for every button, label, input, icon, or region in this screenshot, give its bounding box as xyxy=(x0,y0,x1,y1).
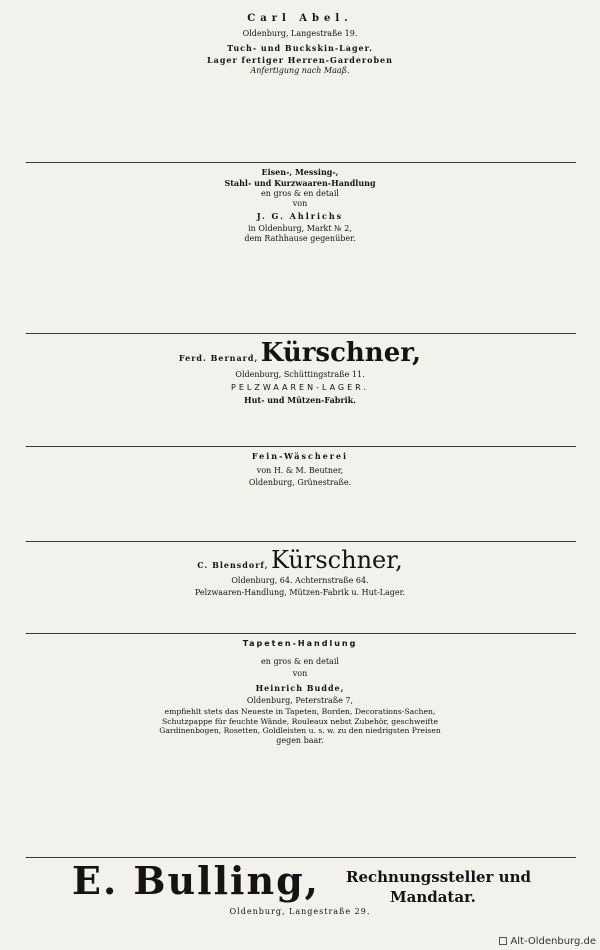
ahlrichs-note: dem Rathhause gegenüber. xyxy=(244,234,356,243)
bernard-sub: Hut- und Mützen-Fabrik. xyxy=(244,395,356,405)
abel-line2: Lager fertiger Herren-Garderoben xyxy=(207,54,393,66)
budde-address: Oldenburg, Peterstraße 7, xyxy=(246,696,354,705)
divider xyxy=(26,633,576,634)
budde-text4: gegen baar. xyxy=(276,736,324,745)
ad-fein-waescherei xyxy=(0,452,600,487)
ad-carl-abel xyxy=(0,14,600,75)
beutner-trade: Fein-Wäscherei xyxy=(251,450,349,462)
abel-trade: Tuch- und Buckskin-Lager. xyxy=(227,43,373,53)
budde-text1: empfiehlt stets das Neueste in Tapeten, Borden, Decorations-Sachen, xyxy=(164,707,436,716)
ad-tapeten-handlung xyxy=(0,640,600,745)
bernard-title: Kürschner, xyxy=(260,338,422,368)
abel-address: Oldenburg, Langestraße 19. xyxy=(242,29,358,38)
divider xyxy=(26,446,576,447)
beutner-address: Oldenburg, Grünestraße. xyxy=(248,478,352,487)
ahlrichs-name: J. G. Ahlrichs xyxy=(256,210,344,222)
divider xyxy=(26,541,576,542)
budde-text3: Gardinenbogen, Rosetten, Goldleisten u. s. w. zu den niedrigsten Preisen xyxy=(159,726,441,736)
ahlrichs-line2: Stahl- und Kurzwaaren-Handlung xyxy=(224,178,376,188)
divider xyxy=(26,162,576,163)
blensdorf-title: Kürschner, xyxy=(271,546,403,574)
watermark-text: Alt-Oldenburg.de xyxy=(510,936,596,947)
ahlrichs-line4: von xyxy=(292,199,308,208)
ad-e-bulling xyxy=(0,858,600,907)
blensdorf-trade: Pelzwaaren-Handlung, Mützen-Fabrik u. Hut-Lager. xyxy=(194,588,406,597)
square-icon xyxy=(499,937,507,945)
ahlrichs-line3: en gros & en detail xyxy=(261,189,339,198)
budde-line3: von xyxy=(292,669,308,678)
ad-ahlrichs xyxy=(0,168,600,243)
ad-ferd-bernard xyxy=(0,340,600,404)
bernard-address: Oldenburg, Schüttingstraße 11. xyxy=(235,370,365,379)
bernard-trade: PELZWAAREN-LAGER. xyxy=(231,383,369,392)
bulling-address-row xyxy=(0,908,600,916)
bulling-address: Oldenburg, Langestraße 29. xyxy=(229,907,371,916)
budde-line2: en gros & en detail xyxy=(261,657,339,666)
blensdorf-name: C. Blensdorf, xyxy=(197,559,269,571)
budde-text2: Schutzpappe für feuchte Wände, Rouleaux nebst Zubehör, geschweifte xyxy=(161,716,439,726)
bulling-title1: Rechnungssteller und xyxy=(346,868,531,886)
divider xyxy=(26,333,576,334)
blensdorf-address: Oldenburg, 64. Achternstraße 64. xyxy=(231,576,369,585)
ahlrichs-line1: Eisen-, Messing-, xyxy=(261,167,339,177)
bernard-name: Ferd. Bernard, xyxy=(178,352,259,364)
bulling-title2: Mandatar. xyxy=(390,888,476,906)
ahlrichs-address: in Oldenburg, Markt № 2, xyxy=(248,224,352,233)
ad-c-blensdorf xyxy=(0,548,600,597)
beutner-owner: von H. & M. Beutner, xyxy=(256,466,344,475)
budde-trade: Tapeten-Handlung xyxy=(242,639,358,648)
budde-name: Heinrich Budde, xyxy=(255,683,345,693)
abel-line3: Anfertigung nach Maaß. xyxy=(250,66,350,75)
watermark xyxy=(499,936,596,947)
bulling-name: E. Bulling, xyxy=(72,858,320,903)
abel-name: Carl Abel. xyxy=(247,12,353,25)
